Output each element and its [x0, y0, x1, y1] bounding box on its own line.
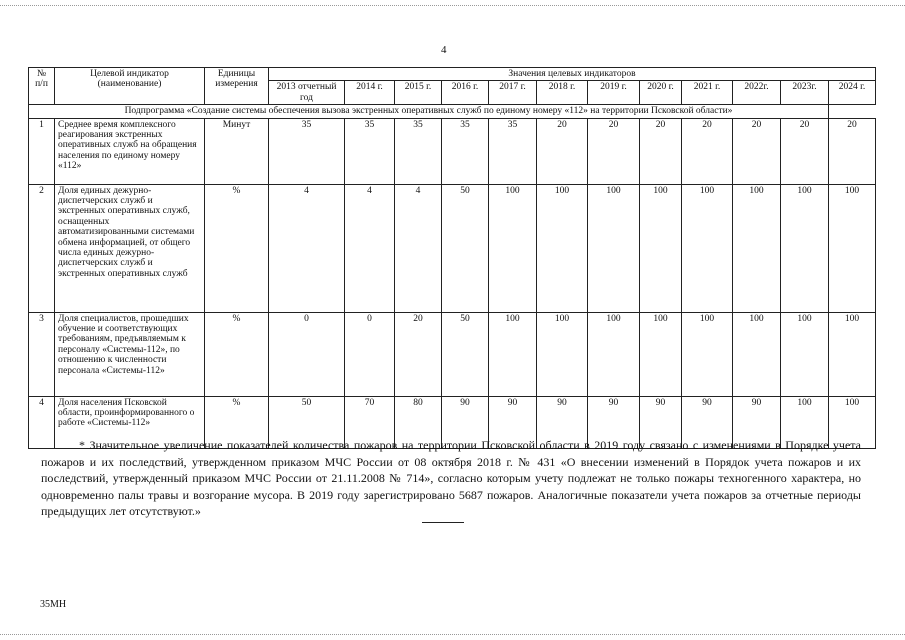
table-row — [29, 118, 876, 184]
subprogram-title: Подпрограмма «Создание системы обеспечения вызова экстренных оперативных служб по единому номеру «112» на территории Псковской области» — [29, 105, 829, 118]
bottom-scan-rule — [0, 634, 905, 635]
header-year: 2013 отчетный год — [269, 81, 345, 105]
row-value: 100 — [829, 396, 876, 448]
row-value: 100 — [829, 312, 876, 396]
header-year: 2023г. — [781, 81, 829, 105]
header-year: 2021 г. — [682, 81, 733, 105]
indicators-table — [28, 67, 876, 449]
row-value: 100 — [588, 312, 640, 396]
row-value: 90 — [442, 396, 489, 448]
row-value: 90 — [682, 396, 733, 448]
header-num: № п/п — [29, 68, 55, 105]
row-value: 100 — [682, 312, 733, 396]
row-value: 100 — [588, 184, 640, 312]
row-value: 20 — [640, 118, 682, 184]
header-row-1 — [29, 68, 876, 81]
header-year: 2014 г. — [345, 81, 395, 105]
header-year: 2022г. — [733, 81, 781, 105]
row-unit: % — [205, 184, 269, 312]
row-num: 2 — [29, 184, 55, 312]
row-value: 50 — [442, 312, 489, 396]
subprogram-row — [29, 105, 876, 118]
row-value: 100 — [537, 312, 588, 396]
row-value: 80 — [395, 396, 442, 448]
table-header — [29, 68, 876, 105]
row-value: 35 — [269, 118, 345, 184]
row-value: 50 — [269, 396, 345, 448]
row-value: 0 — [345, 312, 395, 396]
row-value: 70 — [345, 396, 395, 448]
page-number: 4 — [441, 44, 447, 56]
row-indicator-name: Доля населения Псковской области, проинформированного о работе «Системы-112» — [55, 396, 205, 448]
table-row — [29, 184, 876, 312]
header-year: 2017 г. — [489, 81, 537, 105]
row-value: 4 — [269, 184, 345, 312]
row-value: 90 — [537, 396, 588, 448]
row-value: 100 — [537, 184, 588, 312]
row-value: 35 — [442, 118, 489, 184]
row-value: 20 — [537, 118, 588, 184]
footnote — [41, 437, 861, 520]
row-value: 100 — [829, 184, 876, 312]
row-value: 90 — [733, 396, 781, 448]
row-value: 100 — [733, 184, 781, 312]
row-value: 20 — [682, 118, 733, 184]
row-value: 90 — [640, 396, 682, 448]
header-year: 2018 г. — [537, 81, 588, 105]
row-value: 0 — [269, 312, 345, 396]
row-value: 90 — [489, 396, 537, 448]
header-values-group: Значения целевых индикаторов — [269, 68, 876, 81]
row-value: 100 — [781, 396, 829, 448]
row-unit: Минут — [205, 118, 269, 184]
row-value: 100 — [640, 312, 682, 396]
row-value: 35 — [395, 118, 442, 184]
row-value: 20 — [395, 312, 442, 396]
header-year: 2020 г. — [640, 81, 682, 105]
table-row — [29, 312, 876, 396]
footnote-text: * Значительное увеличение показателей количества пожаров на территории Псковской области в 2019 году связано с изменениями в Порядке учета пожаров и их последствий, утвержденном приказом МЧС России от 08 октября 2018 г. № 431 «О внесении изменений в Порядок учета пожаров и их последствий, утвержденный приказом МЧС России от 21.11.2008 № 714», согласно которым учету подлежат не только пожары техногенного характера, но одновременно палы травы и возгорание мусора. В 2019 году зарегистрировано 5687 пожаров. Аналогичные показатели учета пожаров за отчетные периоды предыдущих лет отсутствуют.» — [41, 438, 861, 519]
top-scan-rule — [0, 5, 905, 6]
header-year: 2019 г. — [588, 81, 640, 105]
row-value: 35 — [489, 118, 537, 184]
header-year: 2015 г. — [395, 81, 442, 105]
row-value: 4 — [345, 184, 395, 312]
row-value: 20 — [829, 118, 876, 184]
row-num: 1 — [29, 118, 55, 184]
row-indicator-name: Доля специалистов, прошедших обучение и соответствующих требованиям, предъявляемым к персоналу «Системы-112», по отношению к численности персонала «Системы-112» — [55, 312, 205, 396]
row-value: 20 — [733, 118, 781, 184]
row-value: 100 — [781, 312, 829, 396]
row-value: 100 — [640, 184, 682, 312]
row-unit: % — [205, 312, 269, 396]
header-unit: Единицы измерения — [205, 68, 269, 105]
row-value: 35 — [345, 118, 395, 184]
row-num: 3 — [29, 312, 55, 396]
row-value: 20 — [781, 118, 829, 184]
row-unit: % — [205, 396, 269, 448]
row-value: 100 — [781, 184, 829, 312]
row-value: 100 — [489, 312, 537, 396]
row-num: 4 — [29, 396, 55, 448]
row-indicator-name: Среднее время комплексного реагирования экстренных оперативных служб на обращения населения по единому номеру «112» — [55, 118, 205, 184]
header-indicator: Целевой индикатор (наименование) — [55, 68, 205, 105]
row-value: 100 — [682, 184, 733, 312]
row-indicator-name: Доля единых дежурно-диспетчерских служб и экстренных оперативных служб, оснащенных автоматизированными системами обмена информацией, от общего числа единых дежурно-диспетчерских служб и экстренных оперативных служб — [55, 184, 205, 312]
row-value: 90 — [588, 396, 640, 448]
table-body — [29, 105, 876, 448]
footnote-separator — [422, 522, 464, 523]
header-year: 2024 г. — [829, 81, 876, 105]
header-year: 2016 г. — [442, 81, 489, 105]
row-value: 100 — [733, 312, 781, 396]
row-value: 50 — [442, 184, 489, 312]
document-code: 35МН — [40, 599, 67, 610]
row-value: 100 — [489, 184, 537, 312]
row-value: 4 — [395, 184, 442, 312]
row-value: 20 — [588, 118, 640, 184]
